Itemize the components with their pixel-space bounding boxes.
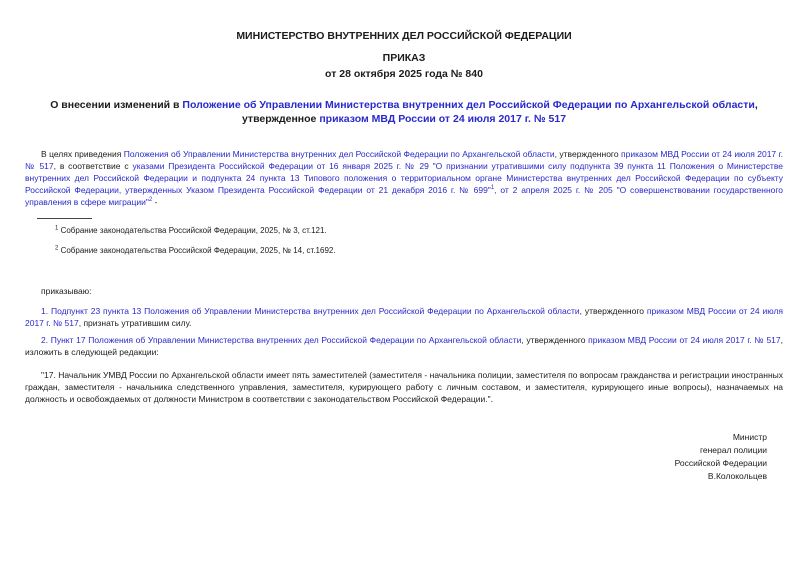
signature-country: Российской Федерации bbox=[674, 458, 767, 468]
p2-text: , утвержденного bbox=[521, 335, 589, 345]
doc-title bbox=[35, 98, 773, 126]
footnote-block bbox=[25, 218, 783, 257]
intro-text: , утвержденного bbox=[554, 149, 621, 159]
intro-link-ukaz-205[interactable]: , от 2 апреля 2025 г. № 205 "О совершенствовании государственного управления в сфере миграции" bbox=[25, 185, 784, 207]
intro-link-ukaz-29[interactable]: указами Президента Российской Федерации от 16 января 2025 г. № 29 "О признании утратившими силу подпункта 39 пункта 11 Положения о Министерстве внутренних дел Российской Федерации и подпункта 24 пункта 13 Типового положения о территориальном органе Министерства внутренних дел Российской Федерации по субъекту Российской Федерации, утвержденных Указом Президента Российской Федерации от 21 декабря 2016 г. № 699" bbox=[25, 161, 783, 195]
order-word: приказываю: bbox=[41, 286, 92, 296]
doc-type: ПРИКАЗ bbox=[382, 52, 426, 64]
signature-name: В.Колокольцев bbox=[707, 471, 767, 481]
intro-paragraph bbox=[25, 148, 783, 208]
p1-link-prikaz-517[interactable]: приказом МВД России от 24 июля 2017 г. № 517 bbox=[25, 306, 784, 328]
title-link-polozhenie[interactable]: Положение об Управлении Министерства внутренних дел Российской Федерации по Архангельской области bbox=[182, 99, 755, 111]
footnote-2 bbox=[55, 245, 783, 257]
signature-rank: генерал полиции bbox=[699, 445, 767, 455]
footnote-ref-2[interactable]: 2 bbox=[148, 197, 153, 204]
paragraph-1 bbox=[25, 305, 783, 329]
intro-text: В целях приведения bbox=[41, 149, 124, 159]
footnote-1-text: Собрание законодательства Российской Федерации, 2025, № 3, ст.121. bbox=[58, 226, 327, 235]
footnote-2-text: Собрание законодательства Российской Федерации, 2025, № 14, ст.1692. bbox=[58, 246, 336, 255]
intro-link-prikaz-517[interactable]: приказом МВД России от 24 июля 2017 г. № 517 bbox=[25, 149, 783, 171]
paragraph-2 bbox=[25, 334, 783, 358]
p2-link-punkt-17[interactable]: 2. Пункт 17 Положения об Управлении Министерства внутренних дел Российской Федерации по Архангельской области bbox=[41, 335, 522, 345]
title-link-prikaz-517[interactable]: приказом МВД России от 24 июля 2017 г. № 517 bbox=[319, 113, 567, 125]
footnote-2-marker: 2 bbox=[55, 245, 59, 252]
signature-post: Министр bbox=[732, 432, 767, 442]
p1-text: , признать утратившим силу. bbox=[78, 318, 192, 328]
footnote-ref-1[interactable]: 1 bbox=[490, 185, 495, 192]
ministry-name: МИНИСТЕРСТВО ВНУТРЕННИХ ДЕЛ РОССИЙСКОЙ ФЕДЕРАЦИИ bbox=[236, 30, 572, 42]
footnote-1 bbox=[55, 225, 783, 237]
footnote-separator bbox=[37, 218, 92, 219]
signature-block bbox=[25, 431, 783, 483]
intro-text: - bbox=[152, 197, 158, 207]
intro-text: , в соответствие с bbox=[53, 161, 133, 171]
p1-text: , утвержденного bbox=[579, 306, 647, 316]
p2-text: , изложить в следующей редакции: bbox=[25, 335, 783, 357]
p2-link-prikaz-517[interactable]: приказом МВД России от 24 июля 2017 г. № 517 bbox=[588, 335, 781, 345]
title-text: О внесении изменений в bbox=[50, 99, 183, 111]
title-text: , утвержденное bbox=[241, 99, 758, 125]
doc-date-number: от 28 октября 2025 года № 840 bbox=[325, 68, 483, 80]
footnote-1-marker: 1 bbox=[55, 225, 59, 232]
quoted-new-wording: "17. Начальник УМВД России по Архангельской области имеет пять заместителей (заместителя - начальника полиции, заместителя по вопросам гражданства и регистрации иностранных граждан, заместителя - начальника следственного управления, заместителя, курирующего работу с личным составом, и заместителя, курирующего иные вопросы), назначаемых на должность и освобождаемых от должности Министром в соответствии с законодательством Российской Федерации.". bbox=[25, 370, 783, 404]
p1-link-podpunkt[interactable]: 1. Подпункт 23 пункта 13 Положения об Управлении Министерства внутренних дел Российской Федерации по Архангельской области bbox=[41, 306, 580, 316]
document-header bbox=[25, 30, 783, 80]
intro-link-polozhenie[interactable]: Положения об Управлении Министерства внутренних дел Российской Федерации по Архангельской области bbox=[123, 149, 555, 159]
